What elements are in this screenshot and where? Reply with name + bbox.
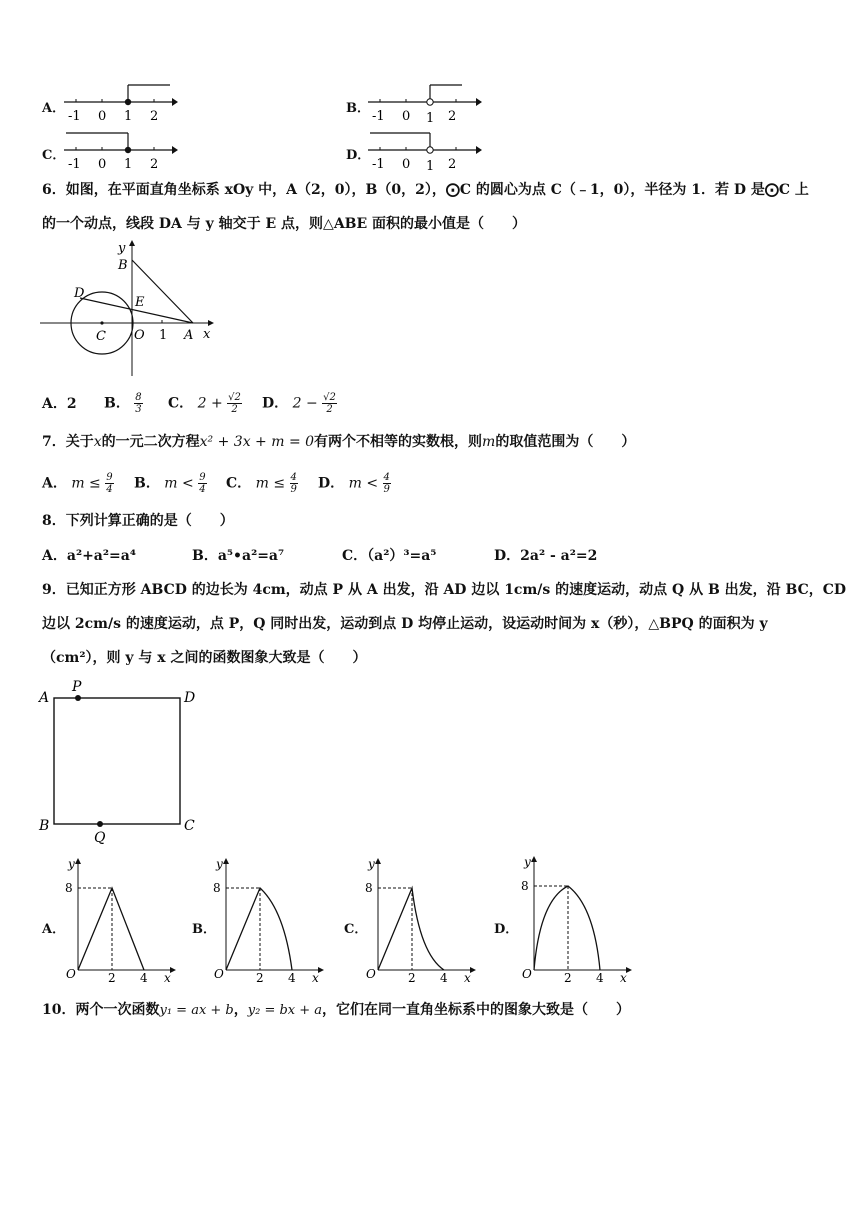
q5c-tick-0: 0 (98, 157, 107, 172)
q6-label-b: B (118, 258, 128, 273)
q10-y2: y₂ = bx + a (247, 1003, 323, 1018)
svg-text:2: 2 (408, 971, 416, 984)
q7-option-d-fraction: $\frac{4}{9}$ (383, 472, 390, 495)
q5d-tick-m1: -1 (372, 157, 385, 172)
q5b-tick-m1: -1 (372, 109, 385, 124)
q9-square-figure (36, 678, 206, 848)
svg-text:4: 4 (596, 971, 604, 984)
svg-text:8: 8 (213, 881, 221, 895)
q8-option-c-label[interactable]: C． (342, 548, 368, 564)
q10-y1: y₁ = ax + b (159, 1003, 234, 1018)
q5-option-b-numberline (366, 80, 486, 126)
q7-option-a-label[interactable]: A． (42, 475, 67, 492)
q10-question: 10．两个一次函数y₁ = ax + b，y₂ = bx + a，它们在同一直角坐标系中的图象大致是（ ） (42, 1002, 631, 1018)
q6-line1: 6．如图，在平面直角坐标系 xOy 中，A（2，0），B（0，2），⨀C 的圆心为点 C（﹣1，0），半径为 1．若 D 是⨀C 上 (42, 182, 809, 198)
q9-option-d-label[interactable]: D． (494, 922, 519, 937)
q7-option-d: D． m < $\frac{4}{9}$ (318, 472, 390, 495)
q5b-tick-1: 1 (426, 111, 435, 126)
q7-option-b-label[interactable]: B． (134, 475, 160, 492)
svg-text:4: 4 (288, 971, 296, 984)
q9-option-c-graph (362, 854, 480, 984)
q6-option-d-fraction: $\frac{√2}{2}$ (323, 392, 336, 415)
q6-option-c (168, 392, 242, 415)
q6-label-y: y (118, 241, 126, 256)
q7-option-a: A． m ≤ $\frac{9}{4}$ (42, 472, 113, 495)
q7-option-a-fraction: $\frac{9}{4}$ (106, 472, 113, 495)
q9-option-a-graph (62, 854, 180, 984)
q7-option-b-fraction: $\frac{9}{4}$ (199, 472, 206, 495)
q8-option-c: C．（a²）³=a⁵ (342, 548, 437, 564)
q6-option-d (262, 392, 337, 415)
q6-label-one: 1 (159, 328, 168, 343)
svg-text:8: 8 (521, 879, 529, 893)
q8-option-a: A．a²+a²=a⁴ (42, 548, 136, 564)
q5a-tick-0: 0 (98, 109, 107, 124)
q9-line1: 9．已知正方形 ABCD 的边长为 4cm，动点 P 从 A 出发，沿 AD 边以 1cm/s 的速度运动，动点 Q 从 B 出发，沿 BC，CD (42, 582, 847, 598)
svg-text:y: y (524, 855, 531, 869)
q5-option-a-numberline (62, 80, 182, 126)
svg-text:x: x (620, 971, 627, 984)
q9-option-b-graph (210, 854, 328, 984)
svg-text:x: x (312, 971, 319, 984)
q6-label-e: E (135, 295, 145, 310)
q5b-tick-0: 0 (402, 109, 411, 124)
q5-options (0, 0, 868, 180)
svg-text:8: 8 (65, 881, 73, 895)
q9-label-d: D (184, 690, 196, 706)
q6-label-o: O (134, 328, 145, 343)
q7-equation: x² + 3x + m = 0 (199, 434, 315, 450)
q7-option-b: B． m < $\frac{9}{4}$ (134, 472, 206, 495)
q6-label-x: x (203, 327, 211, 342)
q6-options (42, 394, 77, 414)
q8-question: 8．下列计算正确的是（ ） (42, 513, 234, 529)
svg-text:O: O (366, 967, 376, 981)
q6-figure (38, 238, 218, 378)
q6-option-b-fraction: $\frac{8}{3}$ (135, 392, 142, 415)
svg-text:2: 2 (564, 971, 572, 984)
q7-option-c: C． m ≤ $\frac{4}{9}$ (226, 472, 297, 495)
q5d-tick-0: 0 (402, 157, 411, 172)
q9-option-a-label[interactable]: A． (42, 922, 66, 937)
svg-text:y: y (216, 857, 223, 871)
q5d-tick-1: 1 (426, 159, 435, 174)
q6-option-a-value: 2 (66, 396, 77, 412)
q9-label-c: C (184, 818, 195, 834)
svg-text:x: x (464, 971, 471, 984)
q9-line3: （cm²），则 y 与 x 之间的函数图象大致是（ ） (42, 650, 367, 666)
q6-option-b (104, 392, 143, 415)
svg-text:x: x (164, 971, 171, 984)
q9-option-d-graph (518, 852, 636, 984)
q6-option-b-label[interactable]: B． (104, 395, 130, 412)
svg-text:y: y (68, 857, 75, 871)
q7-question: 7．关于x的一元二次方程x² + 3x + m = 0有两个不相等的实数根，则m的取值范围为（ ） (42, 434, 636, 450)
q7-option-d-label[interactable]: D． (318, 475, 345, 492)
q9-label-a: A (39, 690, 50, 706)
svg-text:O: O (214, 967, 224, 981)
q5-option-a-label[interactable]: A． (42, 101, 66, 116)
q5a-tick-m1: -1 (68, 109, 81, 124)
q7-option-c-fraction: $\frac{4}{9}$ (290, 472, 297, 495)
svg-text:8: 8 (365, 881, 373, 895)
svg-text:4: 4 (440, 971, 448, 984)
q6-option-c-pre: 2 + (197, 395, 223, 412)
q5c-tick-1: 1 (124, 157, 133, 172)
q6-option-a-label[interactable]: A． (42, 396, 67, 412)
q5d-tick-2: 2 (448, 157, 457, 172)
q6-option-c-label[interactable]: C． (168, 395, 194, 412)
q6-option-d-pre: 2 − (292, 395, 318, 412)
q6-option-c-fraction: $\frac{√2}{2}$ (228, 392, 241, 415)
q9-label-q: Q (94, 830, 106, 846)
q5-option-c-label[interactable]: C． (42, 148, 66, 163)
q8-option-a-label[interactable]: A． (42, 548, 67, 564)
q8-option-b-label[interactable]: B． (192, 548, 218, 564)
q9-line2: 边以 2cm/s 的速度运动，点 P，Q 同时出发，运动到点 D 均停止运动，设运动时间为 x（秒），△BPQ 的面积为 y (42, 616, 768, 632)
svg-text:2: 2 (108, 971, 116, 984)
q9-label-p: P (72, 679, 82, 695)
q7-option-c-label[interactable]: C． (226, 475, 252, 492)
q6-label-c: C (96, 329, 106, 344)
q6-label-d: D (74, 286, 85, 301)
svg-text:4: 4 (140, 971, 148, 984)
q5-option-d-numberline (366, 128, 486, 174)
q8-option-d-label[interactable]: D． (494, 548, 521, 564)
svg-text:2: 2 (256, 971, 264, 984)
q6-line2: 的一个动点，线段 DA 与 y 轴交于 E 点，则△ABE 面积的最小值是（ ） (42, 216, 527, 232)
q9-option-b-label[interactable]: B． (192, 922, 216, 937)
q9-label-b: B (39, 818, 50, 834)
q5a-tick-2: 2 (150, 109, 159, 124)
q5c-tick-m1: -1 (68, 157, 81, 172)
q5b-tick-2: 2 (448, 109, 457, 124)
q5-option-b-label[interactable]: B． (346, 101, 370, 116)
q5-option-c-numberline (62, 128, 182, 174)
svg-text:O: O (66, 967, 76, 981)
q9-option-c-label[interactable]: C． (344, 922, 368, 937)
q5a-tick-1: 1 (124, 109, 133, 124)
q5c-tick-2: 2 (150, 157, 159, 172)
q6-label-a: A (184, 328, 194, 343)
q8-option-d: D．2a² - a²=2 (494, 548, 598, 564)
svg-text:O: O (522, 967, 532, 981)
q8-option-b: B．a⁵•a²=a⁷ (192, 548, 285, 564)
q6-option-d-label[interactable]: D． (262, 395, 289, 412)
q5-option-d-label[interactable]: D． (346, 148, 371, 163)
svg-text:y: y (368, 857, 375, 871)
